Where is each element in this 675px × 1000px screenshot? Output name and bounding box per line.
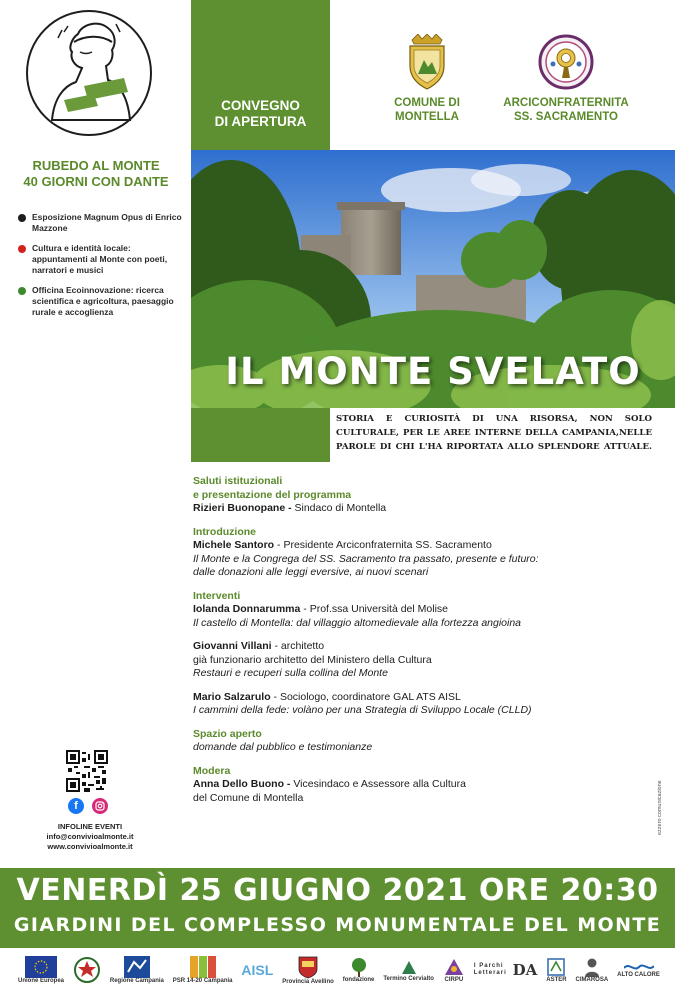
section-heading: Saluti istituzionali [193,475,283,487]
talk-title: Il Monte e la Congrega del SS. Sacramento tra passato, presente e futuro: [193,552,539,565]
speaker-line [193,603,663,617]
cimarosa-bust-icon [583,957,601,977]
sponsor-logo [73,956,101,984]
sponsor-label: Provincia Avellino [282,978,334,985]
facebook-icon[interactable]: f [68,798,84,814]
event-date: VENERDÌ 25 GIUGNO 2021 ORE 20:30 [16,873,659,908]
sponsor-label: AISL [241,962,274,978]
arciconfraternita-logo-block [498,34,634,124]
sponsor-logos [18,950,660,990]
section-heading: Modera [193,764,231,777]
fondazione-tree-icon [350,957,368,977]
speaker-line [193,691,663,705]
speaker-name: Anna Dello Buono - [193,778,291,790]
arciconfraternita-seal-icon [537,34,595,90]
eu-flag-icon [25,956,57,978]
design-credit [654,765,664,835]
sponsor-label: fondazione [342,976,375,983]
provincia-avellino-crest-icon [298,955,318,979]
montella-crest-icon [404,34,450,90]
talk-title: domande dal pubblico e testimonianze [193,741,373,753]
speaker-line [193,539,663,553]
event-title [10,158,182,190]
hero-subtitle: STORIA E CURIOSITÀ DI UNA RISORSA, NON SOLO CULTURALE, PER LE AREE INTERNE DELLA CAMPANIA,NELLE PAROLE DI CHI L'HA RIPORTATA ALLO SPLENDORE ATTUALE. [336,414,652,452]
speaker-role: Sindaco di Montella [291,502,387,514]
italian-republic-emblem-icon [73,956,101,984]
talk-title: dalle donazioni alle leggi eversive, ai nuovi scenari [193,566,429,578]
hero-title: IL MONTE SVELATO [225,350,641,393]
activities-list [18,212,184,327]
sponsor-logo [282,955,334,986]
speaker-name: Giovanni Villani [193,640,272,652]
green-accent-block [191,408,330,462]
infoline-website[interactable]: www.convivioalmonte.it [47,842,133,851]
arci-line1: ARCICONFRATERNITA [503,97,629,109]
sponsor-logo [443,957,465,984]
event-title-line1: RUBEDO AL MONTE [32,158,160,173]
infoline-email[interactable]: info@convivioalmonte.it [46,832,134,841]
sponsor-label: PSR 14-20 Campania [172,977,233,984]
dante-portrait-logo [24,8,154,138]
sponsor-label: ASTER [546,976,567,983]
program-section-introduzione [193,526,663,580]
design-credit-text: ezzero comunicazione [657,780,663,835]
program-section-saluti [193,475,663,516]
speaker-role: - Prof.ssa Università del Molise [300,603,448,615]
comune-logo-block [382,34,472,124]
sponsor-label: CIRPU [444,976,464,983]
arci-line2: SS. SACRAMENTO [514,111,618,123]
black-bullet-icon [18,214,26,222]
sponsor-logo [173,956,233,985]
section-heading: e presentazione del programma [193,488,352,501]
convegno-label [191,98,330,130]
sponsor-label: Regione Campania [109,977,164,984]
program-section-spazio [193,728,663,755]
program-section-interventi [193,590,663,631]
instagram-icon[interactable] [92,798,108,814]
sponsor-logo [241,962,273,978]
speaker-role: Vicesindaco e Assessore alla Cultura [290,778,466,790]
infoline-label: INFOLINE EVENTI [57,822,123,831]
talk-title: I cammini della fede: volàno per una Strategia di Sviluppo Locale (CLLD) [193,704,532,716]
speaker-name: Mario Salzarulo [193,690,271,703]
infoline-block [30,822,150,852]
speaker-role: - architetto [271,640,325,652]
activity-text: Cultura e identità locale: appuntamenti al Monte con poeti, narratori e musici [32,243,168,275]
program-speaker-salzarulo [193,691,663,718]
sponsor-label: I Parchi Letterari [473,963,507,976]
speaker-role-detail: del Comune di Montella [193,791,304,804]
comune-line2: MONTELLA [395,111,459,123]
sponsor-logo [18,956,64,985]
sponsor-logo [110,956,164,985]
program-speaker-villani [193,640,663,681]
program-section-modera [193,765,663,806]
sponsor-logo [473,963,507,977]
speaker-name: Iolanda Donnarumma [193,603,301,615]
sponsor-logo [546,957,566,984]
talk-title: Il castello di Montella: dal villaggio altomedievale alla fortezza angioina [193,616,522,629]
sponsor-logo [576,957,609,984]
cirpu-icon [443,957,465,977]
section-heading: Spazio aperto [193,727,262,740]
activity-item [18,243,184,276]
alto-calore-icon [624,962,654,972]
sponsor-label: Termino Cervialto [383,975,434,982]
activity-item [18,285,184,318]
termino-cervialto-icon [400,958,418,976]
convegno-line2: DI APERTURA [214,114,307,129]
aster-icon [546,957,566,977]
event-venue: GIARDINI DEL COMPLESSO MONUMENTALE DEL MONTE [13,914,662,936]
program-list [193,475,663,815]
sponsor-label: DA [512,961,538,979]
section-heading: Interventi [193,589,241,602]
sponsor-logo [383,958,434,983]
speaker-line [193,640,663,654]
comune-line1: COMUNE DI [394,97,460,109]
speaker-role-detail: già funzionario architetto del Ministero della Cultura [193,653,432,666]
section-heading: Introduzione [193,525,256,538]
regione-campania-icon [124,956,150,978]
sponsor-label: CIMAROSA [575,976,609,983]
speaker-role: - Presidente Arciconfraternita SS. Sacramento [274,539,492,551]
green-bullet-icon [18,287,26,295]
event-title-line2: 40 GIORNI CON DANTE [23,174,169,189]
activity-text: Officina Ecoinnovazione: ricerca scientifica e agricoltura, paesaggio rurale e accoglienza [32,285,174,317]
sponsor-logo [617,962,660,979]
speaker-line [193,502,663,516]
speaker-line [193,778,663,792]
social-links [68,798,108,814]
sponsor-label: Unione Europea [18,977,65,984]
activity-text: Esposizione Magnum Opus di Enrico Mazzone [32,212,182,233]
speaker-name: Rizieri Buonopane - [193,502,292,514]
talk-title: Restauri e recuperi sulla collina del Monte [193,667,388,679]
sponsor-logo [513,962,538,978]
speaker-role: - Sociologo, coordinatore GAL ATS AISL [270,690,461,703]
sponsor-label: ALTO CALORE [617,971,660,978]
red-bullet-icon [18,245,26,253]
speaker-name: Michele Santoro [193,539,275,551]
convegno-line1: CONVEGNO [221,98,300,113]
activity-item [18,212,184,234]
psr-logo-icon [190,956,216,978]
qr-code-icon[interactable] [66,750,108,792]
sponsor-logo [343,957,375,984]
